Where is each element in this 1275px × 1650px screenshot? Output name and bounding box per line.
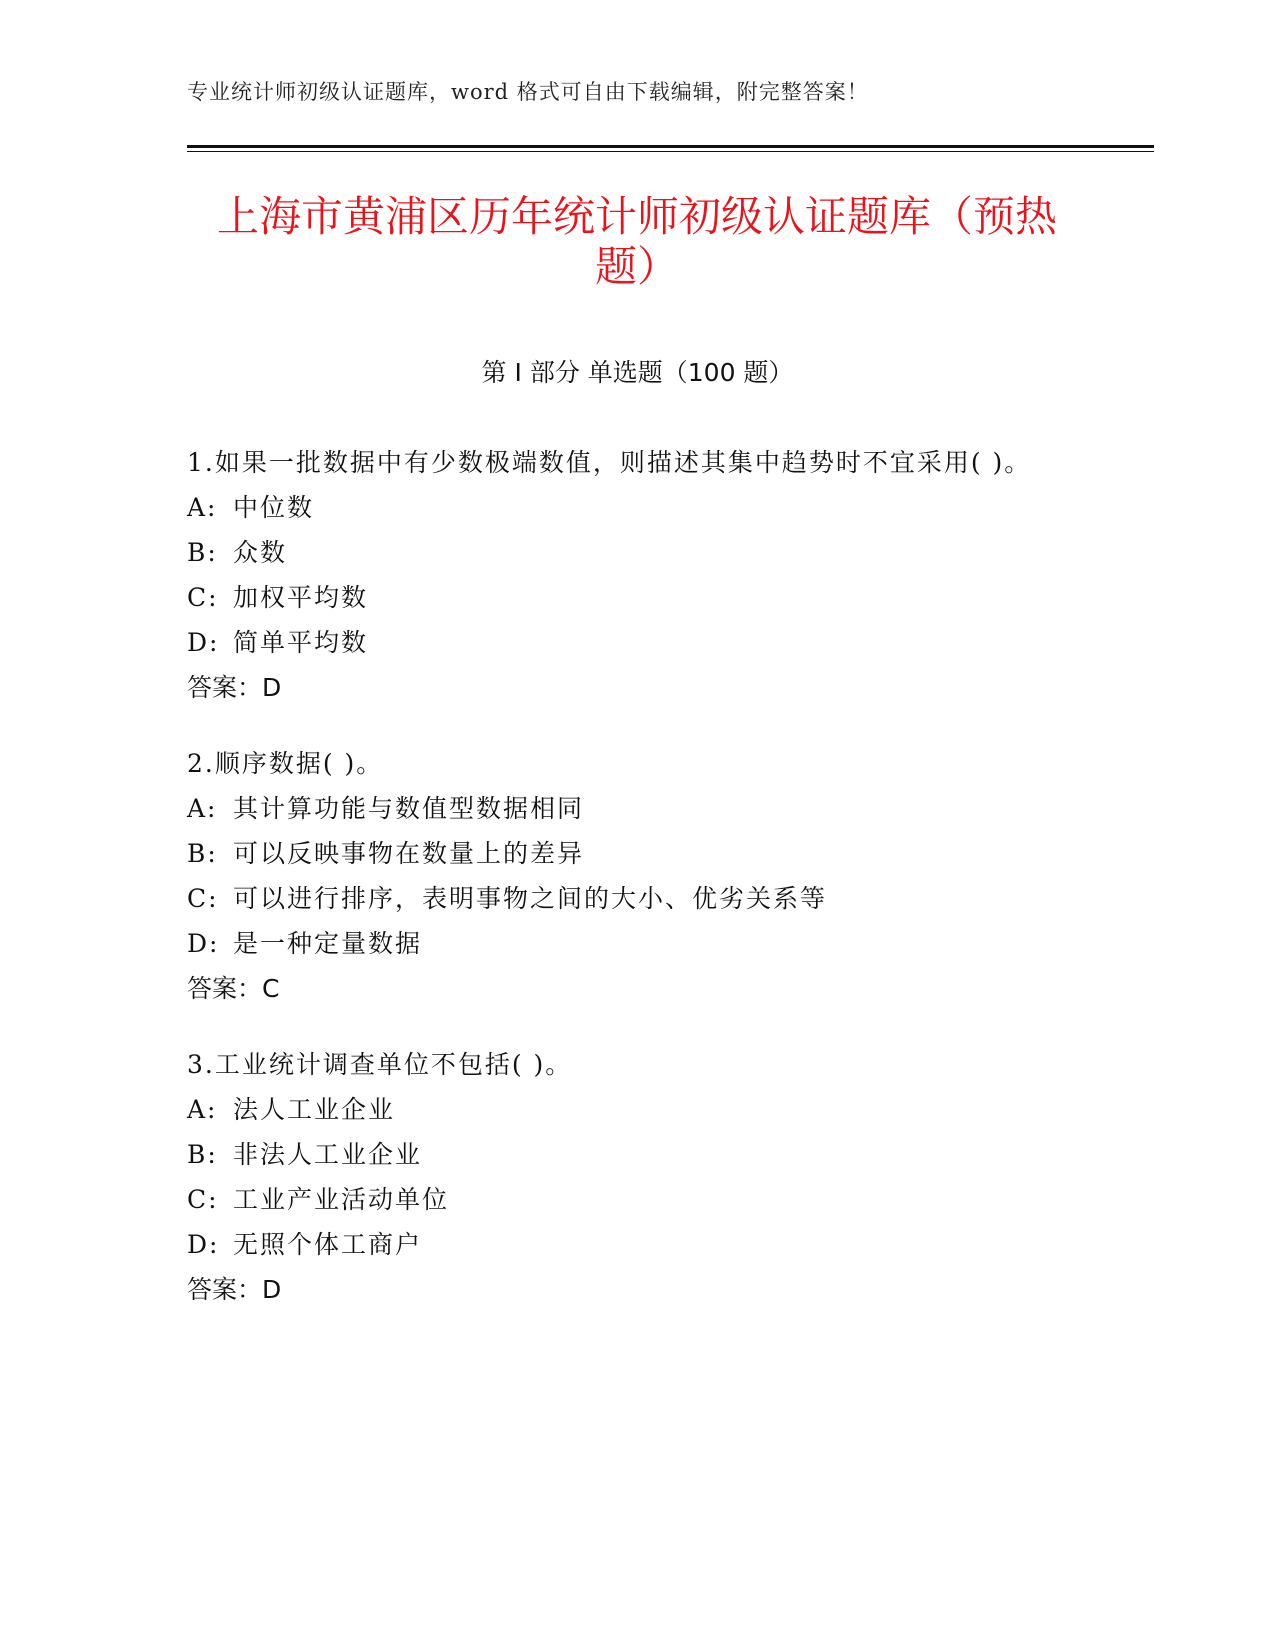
option-letter: C:	[187, 884, 219, 913]
question-stem: 1.如果一批数据中有少数极端数值，则描述其集中趋势时不宜采用( )。	[187, 448, 1032, 477]
question-3	[187, 1042, 1087, 1312]
question-stem: 3.工业统计调查单位不包括( )。	[187, 1050, 573, 1079]
option-letter: B:	[187, 538, 218, 567]
option-text: 工业产业活动单位	[233, 1185, 450, 1214]
option-d	[187, 620, 1087, 665]
option-letter: A:	[187, 794, 218, 823]
option-text: 可以进行排序，表明事物之间的大小、优劣关系等	[233, 884, 828, 913]
option-letter: D:	[187, 628, 220, 657]
option-c	[187, 1177, 1087, 1222]
option-text: 无照个体工商户	[233, 1230, 423, 1259]
option-text: 非法人工业企业	[233, 1140, 423, 1169]
option-letter: A:	[187, 1095, 218, 1124]
option-text: 法人工业企业	[233, 1095, 396, 1124]
answer-line: 答案：C	[187, 974, 280, 1003]
option-d	[187, 1222, 1087, 1267]
option-letter: B:	[187, 1140, 218, 1169]
option-text: 是一种定量数据	[233, 929, 423, 958]
question-1	[187, 440, 1087, 710]
question-2	[187, 741, 1087, 1011]
option-a	[187, 786, 1087, 831]
option-b	[187, 530, 1087, 575]
option-a	[187, 485, 1087, 530]
option-letter: B:	[187, 839, 218, 868]
option-text: 可以反映事物在数量上的差异	[233, 839, 585, 868]
option-letter: A:	[187, 493, 218, 522]
option-text: 其计算功能与数值型数据相同	[233, 794, 585, 823]
option-text: 加权平均数	[233, 583, 369, 612]
option-d	[187, 921, 1087, 966]
option-letter: D:	[187, 1230, 220, 1259]
option-text: 众数	[233, 538, 288, 567]
header-note: 专业统计师初级认证题库，word 格式可自由下载编辑，附完整答案！	[187, 80, 869, 104]
option-a	[187, 1087, 1087, 1132]
option-b	[187, 831, 1087, 876]
option-c	[187, 575, 1087, 620]
document-title: 上海市黄浦区历年统计师初级认证题库（预热题）	[216, 192, 1057, 291]
option-letter: C:	[187, 583, 219, 612]
answer-line: 答案：D	[187, 1275, 282, 1304]
option-text: 中位数	[233, 493, 315, 522]
option-letter: C:	[187, 1185, 219, 1214]
option-c	[187, 876, 1087, 921]
answer-line: 答案：D	[187, 673, 282, 702]
option-b	[187, 1132, 1087, 1177]
section-heading: 第 I 部分 单选题（100 题）	[481, 358, 794, 387]
option-text: 简单平均数	[233, 628, 369, 657]
question-stem: 2.顺序数据( )。	[187, 749, 384, 778]
header-rule-thin	[187, 151, 1154, 152]
option-letter: D:	[187, 929, 220, 958]
header-rule-thick	[187, 145, 1154, 148]
question-list	[187, 440, 1087, 1343]
